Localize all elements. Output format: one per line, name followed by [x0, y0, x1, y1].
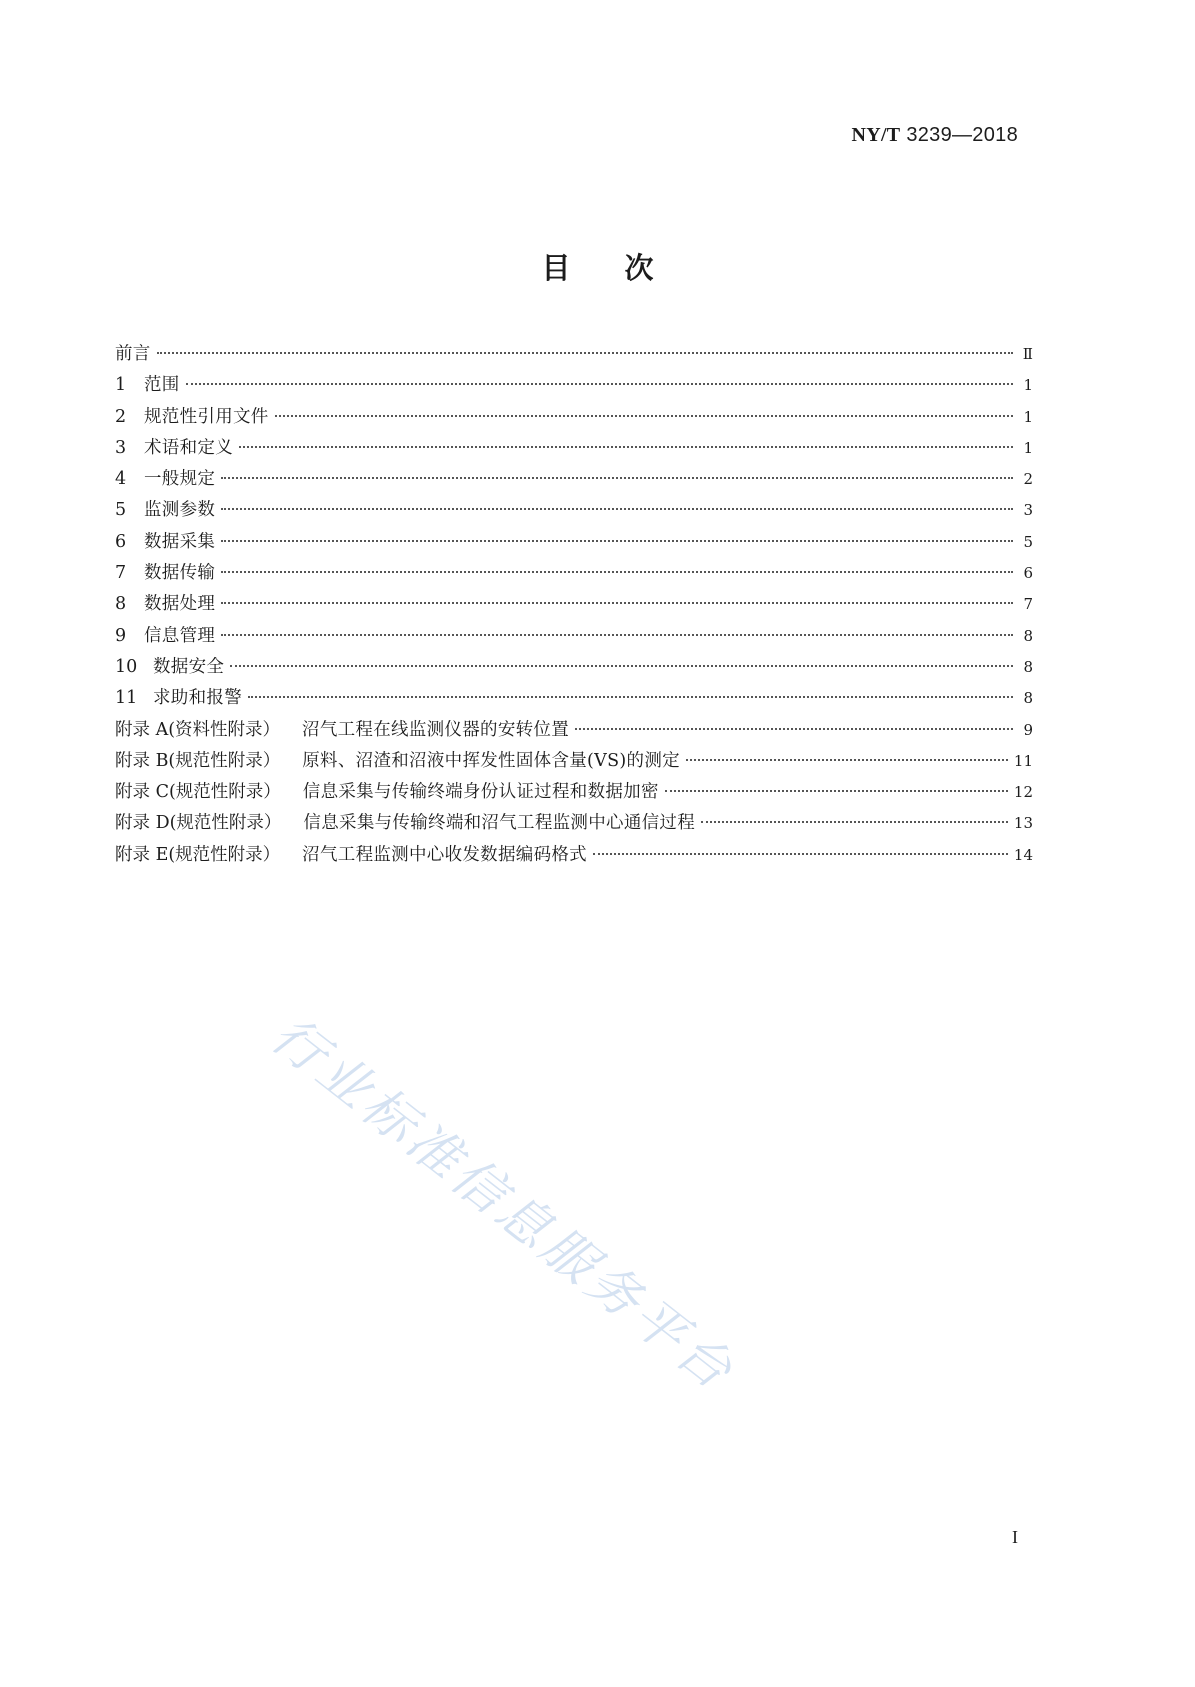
toc-entry[interactable] — [115, 840, 1033, 871]
toc-entry-number: 3 — [115, 437, 127, 458]
toc-entry[interactable] — [115, 715, 1033, 746]
toc-entry-page: 14 — [1013, 845, 1033, 864]
toc-entry[interactable] — [115, 558, 1033, 589]
toc-entry-label: 信息管理 — [144, 625, 216, 646]
toc-entry-number: 附录 A(资料性附录） — [115, 719, 281, 740]
toc-entry[interactable] — [115, 464, 1033, 495]
toc-entry-number: 附录 C(规范性附录） — [115, 782, 281, 803]
toc-entry-page: 1 — [1023, 407, 1033, 426]
toc-leader-dots — [593, 853, 1008, 855]
toc-entry-number: 8 — [115, 594, 127, 615]
toc-entry-page: 3 — [1023, 501, 1033, 520]
toc-entry-page: 1 — [1023, 438, 1033, 457]
toc-entry[interactable] — [115, 527, 1033, 558]
toc-leader-dots — [221, 571, 1013, 573]
toc-entry-label: 求助和报警 — [153, 688, 242, 709]
toc-entry-number: 9 — [115, 625, 127, 646]
toc-entry-number: 1 — [115, 375, 127, 396]
toc-entry-number: 10 — [115, 656, 138, 677]
toc-entry-page: 12 — [1013, 783, 1033, 802]
toc-leader-dots — [665, 790, 1008, 792]
toc-entry-number: 6 — [115, 531, 127, 552]
watermark: 行业标准信息服务平台 — [260, 1005, 747, 1404]
toc-leader-dots — [275, 415, 1013, 417]
toc-entry-number: 附录 D(规范性附录） — [115, 813, 282, 834]
toc-entry-page: 1 — [1023, 376, 1033, 395]
toc-entry-label: 数据安全 — [153, 656, 225, 677]
toc-entry-label: 前言 — [115, 344, 151, 364]
toc-entry-label: 信息采集与传输终端和沼气工程监测中心通信过程 — [303, 813, 696, 834]
toc-entry-label: 原料、沼渣和沼液中挥发性固体含量(VS)的测定 — [302, 750, 680, 771]
toc-entry-page: 11 — [1013, 751, 1033, 770]
page-number: I — [1012, 1527, 1018, 1547]
toc-entry[interactable] — [115, 589, 1033, 620]
toc-entry-page: 8 — [1023, 657, 1033, 676]
toc-leader-dots — [221, 508, 1013, 510]
toc-entry-label: 数据传输 — [144, 563, 216, 584]
toc-entry[interactable] — [115, 402, 1033, 433]
toc-leader-dots — [221, 602, 1013, 604]
toc-entry-page: 6 — [1023, 564, 1033, 583]
toc-leader-dots — [186, 383, 1013, 385]
toc-entry[interactable] — [115, 808, 1033, 839]
toc-entry-number: 5 — [115, 500, 127, 521]
toc-entry-page: 9 — [1023, 720, 1033, 739]
toc-entry-label: 一般规定 — [144, 469, 216, 490]
toc-leader-dots — [239, 446, 1013, 448]
toc-entry-page: Ⅱ — [1022, 345, 1033, 363]
toc-entry[interactable] — [115, 777, 1033, 808]
standard-number: 3239—2018 — [906, 124, 1018, 146]
standard-code — [851, 124, 1018, 147]
toc-entry[interactable] — [115, 370, 1033, 401]
toc-entry-page: 2 — [1023, 470, 1033, 489]
toc-entry-number: 2 — [115, 406, 127, 427]
toc-entry-label: 信息采集与传输终端身份认证过程和数据加密 — [302, 782, 659, 803]
toc-entry-number: 附录 E(规范性附录） — [115, 844, 281, 865]
toc-leader-dots — [157, 352, 1013, 354]
toc-entry-number: 7 — [115, 563, 127, 584]
toc-leader-dots — [701, 821, 1008, 823]
toc-entry[interactable] — [115, 433, 1033, 464]
toc-entry[interactable] — [115, 652, 1033, 683]
standard-prefix: NY/T — [851, 124, 901, 146]
toc-title: 目次 — [541, 251, 708, 285]
toc-entry[interactable] — [115, 621, 1033, 652]
toc-entry[interactable] — [115, 683, 1033, 714]
toc-leader-dots — [221, 634, 1013, 636]
toc-entry-label: 沼气工程监测中心收发数据编码格式 — [302, 844, 587, 865]
toc-entry-label: 数据处理 — [144, 594, 216, 615]
toc-entry-number: 4 — [115, 469, 127, 490]
toc-entry-page: 13 — [1013, 814, 1033, 833]
toc-entry-page: 8 — [1023, 626, 1033, 645]
toc-leader-dots — [221, 540, 1013, 542]
toc-entry-number: 附录 B(规范性附录） — [115, 750, 281, 771]
toc-entry-label: 范围 — [144, 375, 180, 396]
table-of-contents — [115, 339, 1033, 871]
toc-entry[interactable] — [115, 339, 1033, 370]
toc-entry-label: 沼气工程在线监测仪器的安转位置 — [302, 719, 570, 740]
toc-entry-page: 5 — [1023, 532, 1033, 551]
toc-entry-page: 7 — [1023, 595, 1033, 614]
toc-entry-label: 术语和定义 — [144, 437, 233, 458]
toc-leader-dots — [575, 728, 1013, 730]
toc-entry-label: 规范性引用文件 — [144, 406, 269, 427]
toc-leader-dots — [230, 665, 1013, 667]
toc-entry-page: 8 — [1023, 689, 1033, 708]
toc-entry[interactable] — [115, 746, 1033, 777]
toc-entry-label: 数据采集 — [144, 531, 216, 552]
toc-entry-number: 11 — [115, 688, 138, 709]
toc-entry[interactable] — [115, 495, 1033, 526]
toc-leader-dots — [221, 477, 1013, 479]
toc-leader-dots — [248, 696, 1013, 698]
toc-entry-label: 监测参数 — [144, 500, 216, 521]
toc-leader-dots — [686, 759, 1008, 761]
